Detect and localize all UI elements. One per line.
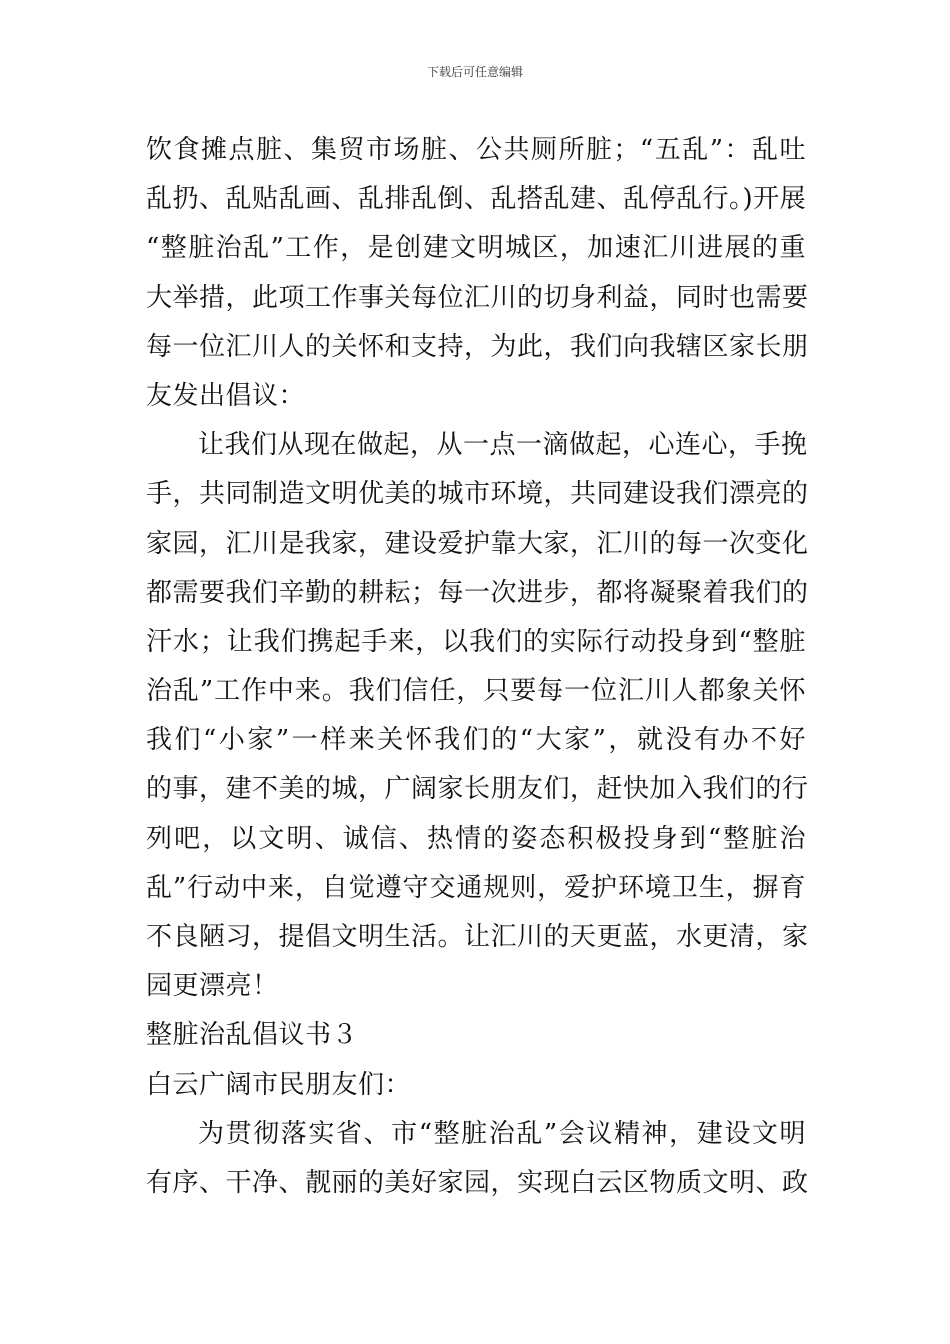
text-line: 列吧，以文明、诚信、热情的姿态积极投身到“整脏治: [146, 823, 806, 854]
text-line: 园更漂亮！: [146, 971, 279, 1002]
text-line: 乱”行动中来，自觉遵守交通规则，爱护环境卫生，摒育: [146, 872, 806, 903]
document-body: [146, 126, 809, 1208]
text-line: 我们“小家”一样来关怀我们的“大家”，就没有办不好: [146, 725, 806, 756]
text-line: “整脏治乱”工作，是创建文明城区，加速汇川进展的重: [146, 233, 806, 264]
text-line: 友发出倡议：: [146, 380, 306, 411]
section-heading: 整脏治乱倡议书３: [146, 1020, 359, 1051]
text-line: 让我们从现在做起，从一点一滴做起，心连心，手挽: [198, 430, 808, 461]
text-line: 家园，汇川是我家，建设爱护靠大家，汇川的每一次变化: [146, 528, 809, 559]
salutation: 白云广阔市民朋友们：: [146, 1069, 412, 1100]
text-line: 汗水；让我们携起手来，以我们的实际行动投身到“整脏: [146, 626, 806, 657]
text-line: 饮食摊点脏、集贸市场脏、公共厕所脏；“五乱”：乱吐: [146, 135, 806, 165]
text-line: 的事，建不美的城，广阔家长朋友们，赶快加入我们的行: [146, 774, 809, 805]
text-line: 有序、干净、靓丽的美好家园，实现白云区物质文明、政: [146, 1167, 809, 1198]
text-line: 不良陋习，提倡文明生活。让汇川的天更蓝，水更清，家: [146, 922, 809, 952]
text-line: 治乱”工作中来。我们信任，只要每一位汇川人都象关怀: [146, 676, 806, 707]
text-line: 都需要我们辛勤的耕耘；每一次进步，都将凝聚着我们的: [146, 577, 809, 608]
text-line: 大举措，此项工作事关每位汇川的切身利益，同时也需要: [146, 282, 809, 313]
text-line: 每一位汇川人的关怀和支持，为此，我们向我辖区家长朋: [146, 331, 809, 362]
page-header: 下载后可任意编辑: [426, 65, 523, 79]
text-line: 乱扔、乱贴乱画、乱排乱倒、乱搭乱建、乱停乱行。)开展: [146, 184, 807, 215]
text-line: 为贯彻落实省、市“整脏治乱”会议精神，建设文明: [198, 1118, 806, 1149]
text-line: 手，共同制造文明优美的城市环境，共同建设我们漂亮的: [146, 479, 809, 510]
